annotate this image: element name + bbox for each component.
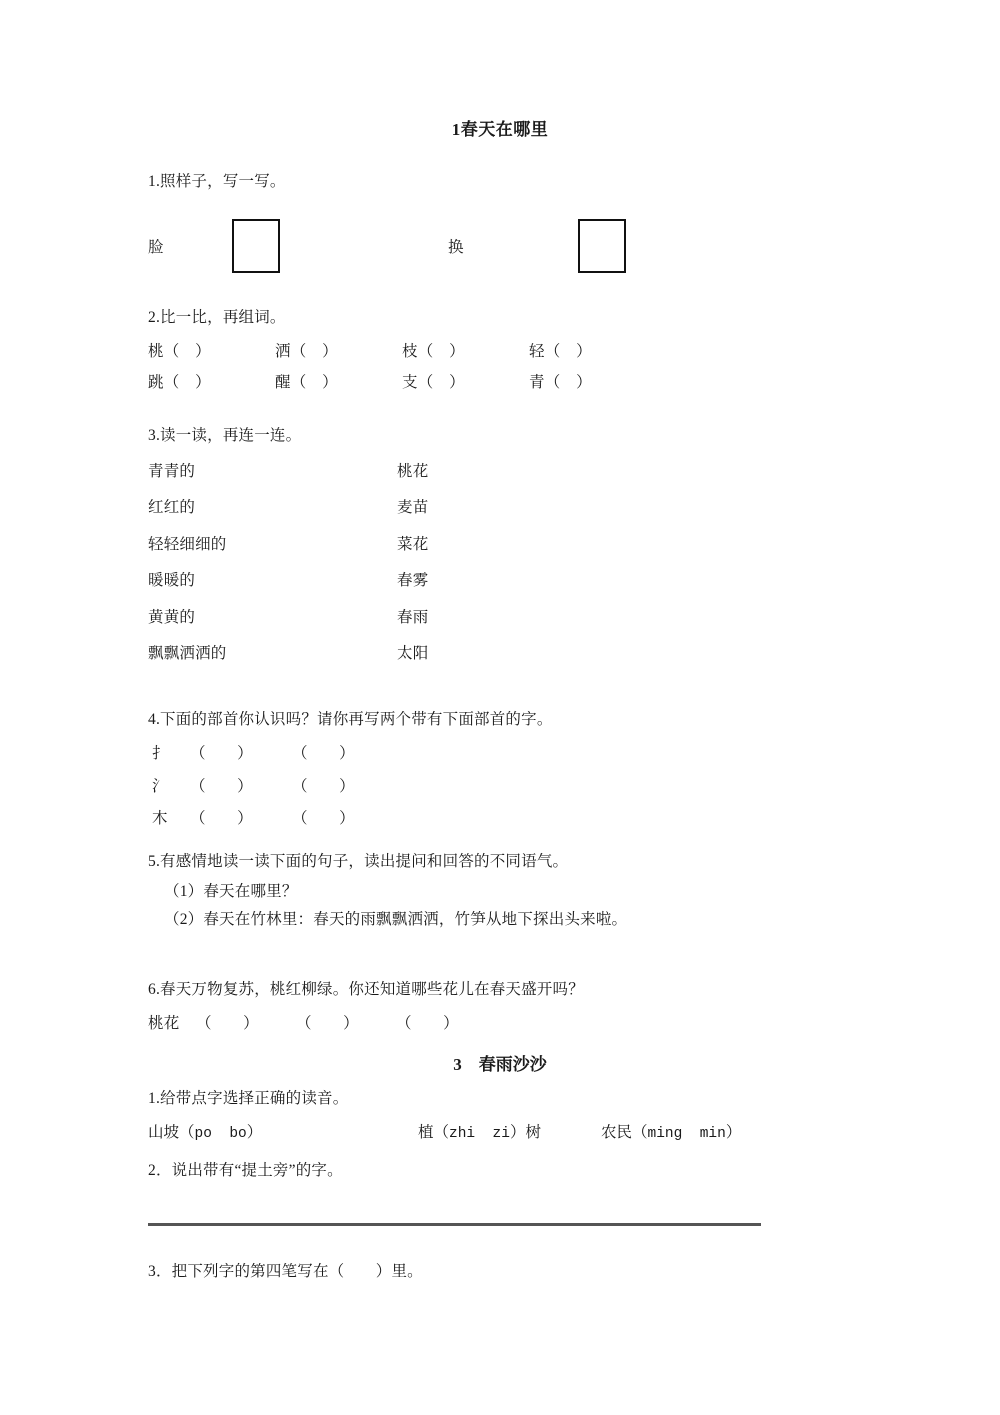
word-blank[interactable]: 洒（ ） (275, 342, 338, 360)
radical-glyph: 木 (152, 810, 168, 828)
word-blank[interactable]: 枝（ ） (402, 342, 465, 360)
lesson-3-question-1 (148, 1087, 852, 1149)
question-2 (148, 306, 852, 398)
lesson-3-question-2 (148, 1159, 852, 1183)
word-blank[interactable]: 醒（ ） (275, 373, 338, 391)
spacer (148, 958, 852, 978)
question-6-prompt: 6.春天万物复苏，桃红柳绿。你还知道哪些花儿在春天盛开吗？ (148, 981, 584, 999)
pinyin-options: ming min (647, 1125, 726, 1142)
radical-blank[interactable]: （ ） (292, 745, 355, 763)
radical-blank[interactable]: （ ） (292, 810, 355, 828)
lesson-3-question-1-prompt: 1.给带点字选择正确的读音。 (148, 1089, 349, 1107)
question-4 (148, 708, 852, 836)
pinyin-options: po bo (194, 1125, 247, 1142)
write-item-2 (448, 219, 626, 273)
worksheet-content (148, 118, 852, 1290)
pinyin-word: 植（ (418, 1123, 450, 1141)
radical-row (148, 771, 852, 804)
question-5-prompt: 5.有感情地读一读下面的句子，读出提问和回答的不同语气。 (148, 853, 569, 871)
question-1 (148, 170, 852, 292)
match-right-item[interactable]: 太阳 (397, 644, 429, 662)
match-pair-row (148, 490, 852, 526)
question-2-row-1 (148, 336, 852, 367)
match-right-item[interactable]: 麦苗 (397, 499, 429, 517)
pinyin-choice-item[interactable] (148, 1117, 418, 1149)
write-item-1 (148, 219, 448, 273)
question-2-prompt: 2.比一比，再组词。 (148, 308, 286, 326)
match-pair-row (148, 527, 852, 563)
match-left-item[interactable]: 黄黄的 (148, 608, 196, 626)
question-6-lead: 桃花 (148, 1015, 180, 1033)
radical-blank[interactable]: （ ） (190, 810, 253, 828)
pinyin-choice-row (148, 1117, 852, 1149)
pinyin-word: 山坡（ (148, 1123, 195, 1141)
word-blank[interactable]: 青（ ） (529, 373, 592, 391)
lesson-3-question-2-prompt: 2．说出带有“提土旁”的字。 (148, 1161, 343, 1179)
write-box-2[interactable] (578, 219, 626, 273)
question-5 (148, 850, 852, 932)
pinyin-word-tail: ）树 (509, 1123, 541, 1141)
question-1-write-row (148, 200, 852, 292)
page-title: 1春天在哪里 (451, 120, 549, 139)
match-left-item[interactable]: 轻轻细细的 (148, 535, 227, 553)
radical-blank[interactable]: （ ） (292, 777, 355, 795)
match-left-item[interactable]: 红红的 (148, 499, 196, 517)
question-5-line-1: （1）春天在哪里？ (164, 883, 298, 901)
match-pair-row (148, 454, 852, 490)
match-pair-row (148, 600, 852, 636)
pinyin-options: zhi zi (449, 1125, 510, 1142)
radical-blank[interactable]: （ ） (190, 777, 253, 795)
radical-row (148, 803, 852, 836)
radical-row (148, 738, 852, 771)
match-pair-row (148, 636, 852, 672)
answer-rule-line (148, 1223, 761, 1226)
question-6 (148, 978, 852, 1039)
pinyin-word-tail: ） (725, 1123, 742, 1141)
match-left-item[interactable]: 暖暖的 (148, 572, 196, 590)
pinyin-choice-item[interactable] (418, 1117, 601, 1149)
answer-blank[interactable]: （ ） (396, 1015, 459, 1033)
pinyin-choice-item[interactable] (601, 1117, 741, 1149)
radical-blank[interactable]: （ ） (190, 745, 253, 763)
question-1-prompt: 1.照样子，写一写。 (148, 172, 286, 190)
word-blank[interactable]: 轻（ ） (529, 342, 592, 360)
radical-glyph: 氵 (152, 777, 168, 795)
write-box-1[interactable] (232, 219, 280, 273)
question-3 (148, 424, 852, 673)
question-4-prompt: 4.下面的部首你认识吗？请你再写两个带有下面部首的字。 (148, 711, 553, 729)
section-title-lesson-3: 3 春雨沙沙 (453, 1055, 547, 1075)
write-item-2-char: 换 (448, 238, 464, 256)
pinyin-word: 农民（ (601, 1123, 648, 1141)
radical-glyph: 扌 (152, 745, 168, 763)
match-left-item[interactable]: 青青的 (148, 462, 196, 480)
spacer (148, 698, 852, 708)
question-6-blank-row (148, 1008, 852, 1039)
question-3-prompt: 3.读一读，再连一连。 (148, 426, 302, 444)
pinyin-word-tail: ） (246, 1123, 263, 1141)
lesson-3-question-3 (148, 1260, 852, 1284)
word-blank[interactable]: 支（ ） (402, 373, 465, 391)
match-pair-row (148, 563, 852, 599)
match-right-item[interactable]: 菜花 (397, 535, 429, 553)
word-blank[interactable]: 桃（ ） (148, 342, 211, 360)
question-2-row-2 (148, 367, 852, 398)
lesson-3-question-3-prompt: 3．把下列字的第四笔写在（ ）里。 (148, 1262, 423, 1280)
match-left-item[interactable]: 飘飘洒洒的 (148, 644, 227, 662)
word-blank[interactable]: 跳（ ） (148, 373, 211, 391)
match-right-item[interactable]: 春雨 (397, 608, 429, 626)
question-5-line-2: （2）春天在竹林里：春天的雨飘飘洒洒，竹笋从地下探出头来啦。 (164, 911, 628, 929)
answer-blank[interactable]: （ ） (196, 1015, 259, 1033)
match-right-item[interactable]: 春雾 (397, 572, 429, 590)
answer-blank[interactable]: （ ） (296, 1015, 359, 1033)
write-item-1-char: 脸 (148, 238, 164, 256)
match-right-item[interactable]: 桃花 (397, 462, 429, 480)
